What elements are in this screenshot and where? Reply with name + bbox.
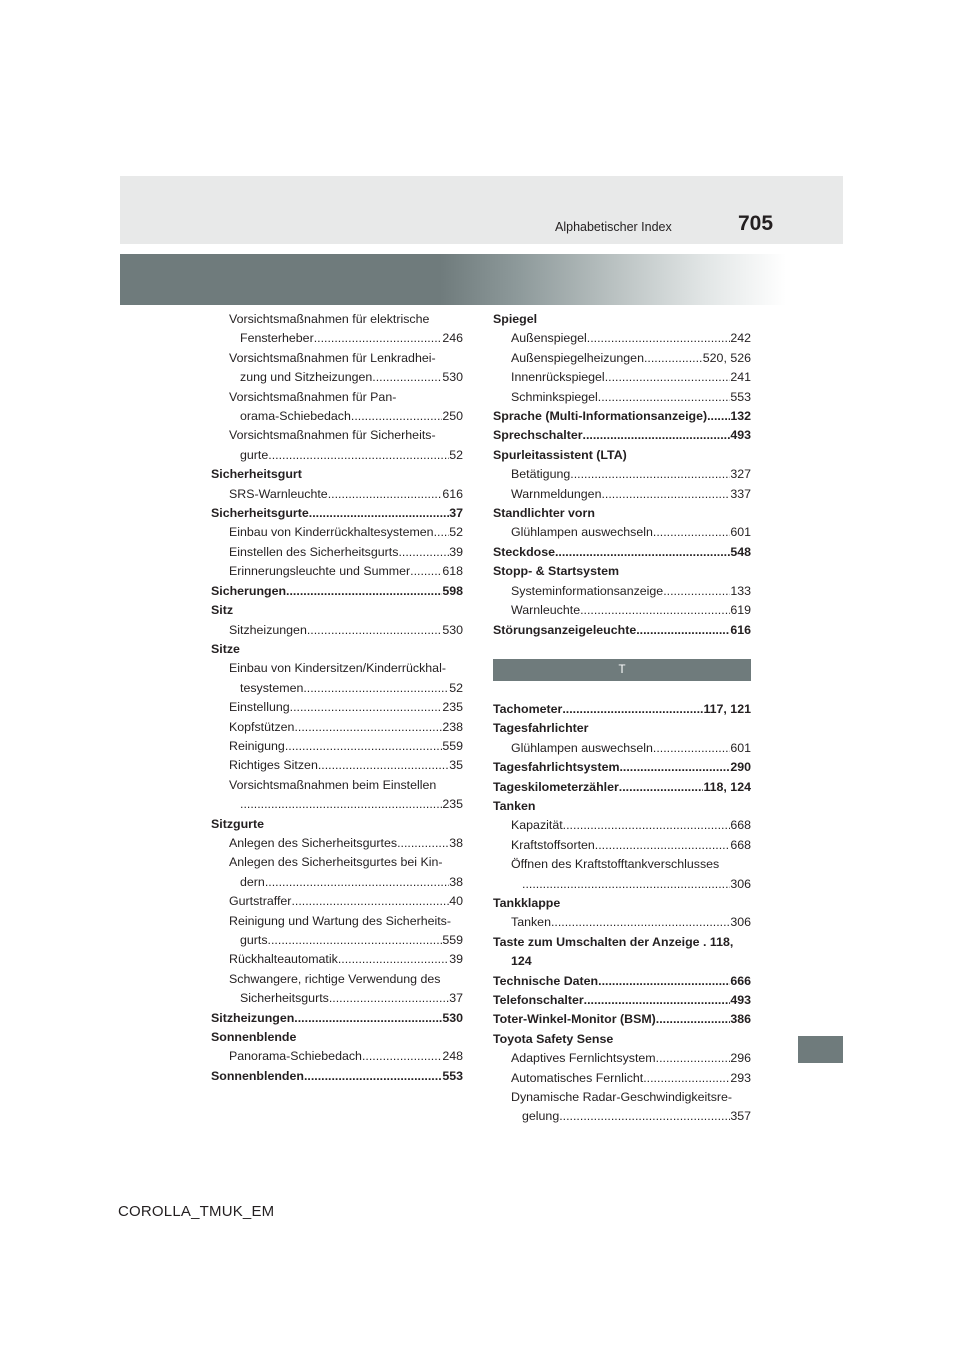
dot-leader	[434, 523, 450, 542]
entry-label: Einbau von Kindersitzen/Kinderrückhal-	[229, 661, 446, 676]
dot-leader	[304, 1067, 442, 1086]
entry-label: Richtiges Sitzen	[229, 758, 318, 773]
index-subentry	[493, 368, 751, 387]
dot-leader	[268, 931, 443, 950]
index-subentry	[211, 446, 463, 465]
index-entry	[211, 582, 463, 601]
entry-label: Innenrückspiegel	[511, 370, 605, 385]
entry-label: SRS-Warnleuchte	[229, 486, 328, 501]
document-footer-code: COROLLA_TMUK_EM	[118, 1203, 275, 1220]
chapter-tab	[798, 1036, 843, 1063]
entry-label: Automatisches Fernlicht	[511, 1070, 644, 1085]
entry-label: orama-Schiebedach	[240, 409, 351, 424]
index-subentry	[211, 349, 463, 368]
index-entry	[493, 426, 751, 445]
index-subentry	[211, 562, 463, 581]
index-subentry	[493, 523, 751, 542]
entry-page-number: 493	[730, 428, 751, 443]
index-subentry	[211, 679, 463, 698]
entry-label: Tanken	[511, 915, 551, 930]
index-subentry	[211, 1047, 463, 1066]
index-entry	[493, 933, 751, 952]
entry-label: Warnmeldungen	[511, 486, 602, 501]
dot-leader	[643, 1069, 730, 1088]
index-subentry	[493, 816, 751, 835]
index-subentry	[493, 329, 751, 348]
entry-page-number: 616	[730, 622, 751, 637]
entry-label: Toyota Safety Sense	[493, 1031, 614, 1046]
entry-label: Glühlampen auswechseln	[511, 525, 653, 540]
entry-label: Panorama-Schiebedach	[229, 1049, 362, 1064]
entry-label: Stopp- & Startsystem	[493, 564, 619, 579]
index-entry	[211, 465, 463, 484]
index-entry	[493, 700, 751, 719]
dot-leader	[583, 426, 731, 445]
entry-page-number: 118, 124	[703, 779, 751, 794]
entry-label: Einstellung	[229, 700, 290, 715]
entry-label: Systeminformationsanzeige	[511, 583, 664, 598]
index-entry	[493, 797, 751, 816]
entry-label: Anlegen des Sicherheitsgurtes	[229, 835, 398, 850]
dot-leader	[580, 601, 730, 620]
index-subentry	[211, 407, 463, 426]
header-gradient-bar	[120, 254, 786, 305]
index-subentry	[211, 543, 463, 562]
entry-label: Sitzheizungen	[211, 1010, 295, 1025]
index-entry	[493, 758, 751, 777]
index-subentry	[211, 756, 463, 775]
dot-leader	[314, 329, 443, 348]
entry-page-number: 39	[449, 952, 463, 967]
dot-leader	[653, 739, 730, 758]
entry-page-number: 306	[730, 876, 751, 891]
entry-label: Taste zum Umschalten der Anzeige . 118,	[493, 934, 734, 949]
entry-label: Sicherungen	[211, 583, 287, 598]
entry-page-number: 337	[730, 486, 751, 501]
index-subentry	[211, 853, 463, 872]
index-entry	[493, 543, 751, 562]
entry-label: Vorsichtsmaßnahmen für elektrische	[229, 312, 430, 326]
dot-leader	[601, 485, 730, 504]
entry-page-number: 306	[730, 915, 751, 930]
index-entry	[211, 1028, 463, 1047]
entry-page-number: 40	[449, 894, 463, 909]
entry-page-number: 559	[442, 933, 463, 947]
dot-leader	[656, 1049, 731, 1068]
page-number: 705	[738, 212, 774, 235]
entry-label: Anlegen des Sicherheitsgurtes bei Kin-	[229, 855, 443, 870]
entry-label: 124	[511, 954, 532, 969]
dot-leader	[587, 329, 731, 348]
dot-leader	[707, 407, 730, 426]
entry-page-number: 357	[730, 1109, 751, 1124]
entry-page-number: 52	[449, 680, 463, 695]
dot-leader	[410, 562, 442, 581]
dot-leader	[290, 698, 443, 717]
entry-label: Fensterheber	[240, 331, 314, 346]
dot-leader	[605, 368, 731, 387]
entry-label: Sitz	[211, 603, 234, 618]
index-entry	[211, 1067, 463, 1086]
index-entry	[493, 778, 751, 797]
entry-page-number: 386	[730, 1012, 751, 1027]
entry-label: Reinigung	[229, 738, 285, 753]
entry-label: Vorsichtsmaßnahmen beim Einstellen	[229, 777, 437, 792]
dot-leader	[285, 737, 443, 756]
entry-label: Schminkspiegel	[511, 389, 598, 404]
dot-leader	[329, 989, 449, 1008]
entry-page-number: 296	[730, 1051, 751, 1066]
entry-page-number: 242	[730, 331, 751, 346]
dot-leader	[328, 485, 443, 504]
index-subentry	[493, 1088, 751, 1107]
dot-leader	[398, 543, 449, 562]
index-subentry	[211, 718, 463, 737]
index-subentry	[211, 931, 463, 950]
entry-page-number: 35	[449, 758, 463, 773]
dot-leader	[562, 700, 703, 719]
dot-leader	[294, 1009, 442, 1028]
entry-label: Gurtstraffer	[229, 894, 292, 909]
dot-leader	[372, 368, 442, 387]
index-subentry	[211, 873, 463, 892]
index-subentry	[211, 989, 463, 1008]
entry-label: Kraftstoffsorten	[511, 837, 595, 852]
index-subentry	[211, 737, 463, 756]
entry-page-number: 37	[449, 506, 463, 521]
entry-page-number: 493	[730, 993, 751, 1007]
entry-page-number: 235	[442, 700, 463, 715]
entry-page-number: 548	[730, 544, 751, 559]
index-column-left	[211, 310, 463, 1086]
index-subentry	[211, 329, 463, 348]
index-subentry	[211, 970, 463, 989]
entry-label: Sitzgurte	[211, 816, 265, 831]
index-subentry	[211, 523, 463, 542]
entry-page-number: 668	[730, 818, 751, 833]
entry-label: gurts	[240, 933, 268, 947]
dot-leader	[265, 873, 449, 892]
entry-label: Tagesfahrlichtsystem	[493, 760, 620, 775]
index-entry	[493, 894, 751, 913]
entry-label: Spiegel	[493, 312, 538, 326]
entry-page-number: 246	[442, 331, 463, 346]
index-entry	[493, 504, 751, 523]
entry-label: Vorsichtsmaßnahmen für Lenkradhei-	[229, 350, 436, 365]
index-subentry	[493, 739, 751, 758]
index-subentry	[493, 388, 751, 407]
index-subentry	[211, 912, 463, 931]
dot-leader	[362, 1047, 442, 1066]
index-entry	[493, 446, 751, 465]
index-subentry	[493, 1049, 751, 1068]
dot-leader	[619, 758, 730, 777]
index-subentry	[493, 1107, 751, 1126]
index-entry	[493, 562, 751, 581]
index-subentry	[211, 621, 463, 640]
dot-leader	[653, 523, 730, 542]
index-entry	[493, 407, 751, 426]
index-subentry	[211, 698, 463, 717]
entry-label: Steckdose	[493, 544, 555, 559]
entry-label: Störungsanzeigeleuchte	[493, 622, 637, 637]
dot-leader	[656, 1010, 731, 1029]
entry-label: gelung	[522, 1109, 560, 1124]
entry-label: Sicherheitsgurte	[211, 506, 309, 521]
index-entry	[211, 504, 463, 523]
entry-page-number: 132	[730, 409, 751, 424]
entry-page-number: 601	[730, 740, 751, 755]
index-entry	[211, 601, 463, 620]
entry-page-number: 133	[730, 583, 751, 598]
section-letter-bar: T	[493, 659, 751, 681]
index-entry	[493, 1010, 751, 1029]
entry-label: Tankklappe	[493, 895, 561, 910]
index-subentry	[493, 836, 751, 855]
entry-label: Tageskilometerzähler	[493, 779, 619, 794]
entry-label: Tachometer	[493, 701, 563, 716]
dot-leader	[351, 407, 442, 426]
index-entry	[493, 972, 751, 991]
entry-label: Sicherheitsgurts	[240, 991, 329, 1006]
entry-label: gurte	[240, 447, 269, 462]
index-subentry	[211, 776, 463, 795]
dot-leader	[309, 504, 449, 523]
dot-leader	[318, 756, 449, 775]
index-subentry	[493, 952, 751, 971]
index-subentry	[493, 349, 751, 368]
entry-page-number: 520, 526	[702, 350, 751, 365]
dot-leader	[307, 621, 442, 640]
dot-leader	[570, 465, 730, 484]
index-subentry	[211, 310, 463, 329]
index-subentry	[211, 795, 463, 814]
header-band	[120, 176, 843, 244]
entry-page-number: 619	[730, 603, 751, 618]
dot-leader	[555, 543, 730, 562]
dot-leader	[598, 972, 730, 991]
dot-leader	[268, 446, 449, 465]
entry-label: Kapazität	[511, 818, 563, 833]
entry-label: Einstellen des Sicherheitsgurts	[229, 544, 399, 559]
index-entry	[211, 815, 463, 834]
entry-page-number: 238	[442, 719, 463, 734]
entry-label: Erinnerungsleuchte und Summer	[229, 564, 411, 579]
entry-page-number: 250	[442, 409, 463, 424]
entry-page-number: 530	[442, 622, 463, 637]
entry-label: Sonnenblenden	[211, 1068, 304, 1083]
entry-page-number: 327	[730, 467, 751, 482]
index-subentry	[211, 950, 463, 969]
index-subentry	[493, 875, 751, 894]
index-entry	[493, 621, 751, 640]
dot-leader	[294, 718, 442, 737]
index-subentry	[211, 388, 463, 407]
index-subentry	[211, 659, 463, 678]
entry-page-number: 117, 121	[703, 701, 751, 716]
entry-page-number: 293	[730, 1070, 751, 1085]
entry-label: Rückhalteautomatik	[229, 952, 338, 967]
dot-leader	[286, 582, 442, 601]
entry-page-number: 52	[449, 525, 463, 540]
index-subentry	[211, 426, 463, 445]
dot-leader	[522, 875, 730, 894]
dot-leader	[338, 950, 449, 969]
entry-label: Spurleitassistent (LTA)	[493, 447, 627, 462]
index-entry	[493, 991, 751, 1010]
entry-label: Technische Daten	[493, 973, 599, 988]
index-entry	[493, 310, 751, 329]
index-subentry	[493, 913, 751, 932]
entry-label: Kopfstützen	[229, 719, 295, 734]
index-subentry	[493, 601, 751, 620]
dot-leader	[619, 778, 704, 797]
entry-label: Öffnen des Kraftstofftankverschlusses	[511, 857, 720, 872]
index-entry	[493, 1030, 751, 1049]
entry-label: Sprache (Multi-Informationsanzeige)	[493, 409, 708, 424]
entry-label: Tanken	[493, 798, 536, 813]
entry-label: tesystemen	[240, 680, 304, 695]
entry-label: Toter-Winkel-Monitor (BSM)	[493, 1012, 656, 1027]
index-entry	[493, 719, 751, 738]
index-entry	[211, 1009, 463, 1028]
entry-page-number: 553	[730, 389, 751, 404]
entry-label: dern	[240, 874, 265, 889]
index-column-right	[493, 310, 751, 1127]
entry-label: Telefonschalter	[493, 993, 584, 1007]
index-subentry	[493, 485, 751, 504]
entry-label: Vorsichtsmaßnahmen für Sicherheits-	[229, 428, 436, 443]
entry-page-number: 616	[442, 486, 463, 501]
entry-page-number: 666	[730, 973, 751, 988]
entry-page-number: 290	[730, 760, 751, 775]
index-entry	[211, 640, 463, 659]
dot-leader	[563, 816, 731, 835]
entry-label: zung und Sitzheizungen	[240, 370, 373, 385]
entry-label: Sonnenblende	[211, 1030, 297, 1045]
entry-page-number: 668	[730, 837, 751, 852]
entry-label: Warnleuchte	[511, 603, 581, 618]
dot-leader	[551, 913, 730, 932]
dot-leader	[240, 795, 442, 814]
dot-leader	[397, 834, 449, 853]
dot-leader	[595, 836, 731, 855]
index-subentry	[493, 582, 751, 601]
dot-leader	[663, 582, 730, 601]
entry-label: Adaptives Fernlichtsystem	[511, 1051, 656, 1066]
dot-leader	[303, 679, 449, 698]
dot-leader	[636, 621, 730, 640]
dot-leader	[291, 892, 449, 911]
entry-label: Sitze	[211, 641, 240, 656]
entry-label: Reinigung und Wartung des Sicherheits-	[229, 913, 452, 928]
index-subentry	[493, 465, 751, 484]
entry-label: Standlichter vorn	[493, 506, 595, 521]
entry-label: Schwangere, richtige Verwendung des	[229, 971, 441, 986]
entry-page-number: 235	[442, 797, 463, 812]
entry-label: Außenspiegelheizungen	[511, 350, 644, 365]
index-subentry	[493, 1069, 751, 1088]
entry-page-number: 598	[442, 583, 463, 598]
entry-label: Einbau von Kinderrückhaltesystemen	[229, 525, 434, 540]
index-entries-t	[493, 700, 751, 1127]
index-subentry	[493, 855, 751, 874]
entry-label: Dynamische Radar-Geschwindigkeitsre-	[511, 1090, 733, 1105]
entry-page-number: 241	[730, 370, 751, 385]
entry-label: Außenspiegel	[511, 331, 587, 346]
index-subentry	[211, 834, 463, 853]
entry-page-number: 38	[449, 835, 463, 850]
entry-page-number: 248	[442, 1049, 463, 1064]
dot-leader	[644, 349, 703, 368]
dot-leader	[559, 1107, 730, 1126]
index-subentry	[211, 485, 463, 504]
index-entries-s-continued	[493, 310, 751, 640]
entry-page-number: 37	[449, 991, 463, 1006]
entry-page-number: 52	[449, 447, 463, 462]
index-subentry	[211, 368, 463, 387]
entry-label: Sitzheizungen	[229, 622, 307, 637]
entry-label: Tagesfahrlichter	[493, 721, 589, 736]
entry-page-number: 530	[442, 370, 463, 385]
entry-label: Sicherheitsgurt	[211, 467, 302, 482]
entry-page-number: 39	[449, 544, 463, 559]
entry-page-number: 553	[442, 1068, 463, 1083]
entry-page-number: 559	[442, 738, 463, 753]
entry-label: Glühlampen auswechseln	[511, 740, 653, 755]
index-subentry	[211, 892, 463, 911]
entry-label: Sprechschalter	[493, 428, 583, 443]
dot-leader	[584, 991, 731, 1010]
entry-page-number: 38	[449, 874, 463, 889]
dot-leader	[598, 388, 731, 407]
entry-label: Vorsichtsmaßnahmen für Pan-	[229, 389, 397, 404]
header-title: Alphabetischer Index	[555, 220, 672, 234]
entry-label: Betätigung	[511, 467, 571, 482]
entry-page-number: 601	[730, 525, 751, 540]
entry-page-number: 618	[442, 564, 463, 579]
entry-page-number: 530	[442, 1010, 463, 1025]
